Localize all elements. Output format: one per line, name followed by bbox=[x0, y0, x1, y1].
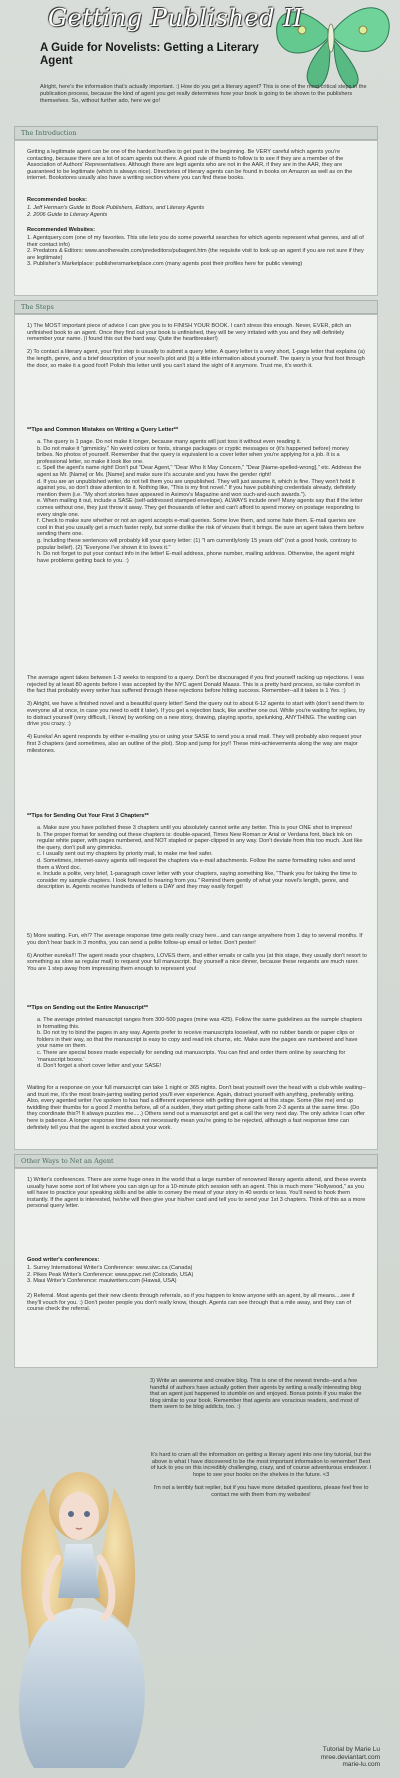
other-text-1: 1) Writer's conferences. There are some huge ones in the world that a large number of renowned literary agents attend, and these events usually have some sort of list where you can sign up for a 10-minute pitch session with an agent. This is much more "Hollywood," as you will have to practice your speaking skills and be able to convey the meat of your story in 40 words or less. You'll need to hook them instantly. If the agent is interested, he/she will then give your his/her card and tell you to send your 1st 3 chapters. Think of this as a more personal query letter. bbox=[27, 1177, 367, 1210]
tutorial-credit: Tutorial by Marie Lu mree.deviantart.com marie-lu.com bbox=[320, 1746, 380, 1768]
steps-text-1: 1) The MOST important piece of advice I can give you is to FINISH YOUR BOOK. I can't stress this enough. Never, EVER, pitch an unfinished book to an agent. Once they find out your book is unfinished, they will be very irritated with you and they will definitely remember your name. (I found this out the hard way. Quite the heartbreaker!) 2) To contact a literary agent, your first step is usually to submit a query letter. A query letter is a very short, 1-page letter that explains (a) the length, genre, and a brief description of your novel's plot and (b) a little information about yourself. The query is your first foot through the door, so make it a good foot!! Polish this letter until you can't stand the sight of it anymore. Trust me, it's worth it. bbox=[27, 323, 365, 369]
tips-manuscript-heading: **Tips on Sending out the Entire Manuscript** bbox=[27, 1005, 149, 1011]
conferences-list: 1. Surrey International Writer's Conference: www.siwc.ca (Canada) 2. Pikes Peak Writer's Conference: www.ppwc.net (Colorado, USA) 3. Maui Writer's Conference: mauiwriters.com (Hawaii, USA) bbox=[27, 1265, 194, 1285]
page-subtitle: A Guide for Novelists: Getting a Literary Agent bbox=[40, 42, 259, 67]
steps-text-3: 5) More waiting. Fun, eh!? The average response time gets really crazy here...and can range anywhere from 1 day to several months. If you don't hear back in 3 months, you can send a polite follow-up email or letter. Don't pester! 6) Another eureka!!! The agent reads your chapters, LOVES them, and either emails or calls you (at this stage, they usually don't resort to something as slow as regular mail) to request your full manuscript. Buy yourself a nice dinner, because these requests are much rarer. You are 1 step away from impressing them enough to represent you! bbox=[27, 933, 367, 972]
recommended-books-list: 1. Jeff Herman's Guide to Book Publishers, Editors, and Literary Agents 2. 2006 Guide to Literary Agents bbox=[27, 205, 205, 218]
tips-chapters-heading: **Tips for Sending Out Your First 3 Chapters** bbox=[27, 813, 149, 819]
other-text-2: 2) Referral. Most agents get their new clients through referrals, so if you happen to know anyone with an agent, by all means....see if they'll vouch for you. :) Don't pester people you don't really know, though. Agents can see through that a mile away, and they can of course check the referral. bbox=[27, 1293, 355, 1313]
doll-illustration bbox=[4, 1448, 154, 1774]
steps-text-4: Waiting for a response on your full manuscript can take 1 night or 365 nights. Don't beat yourself over the head with a club while waiting--and trust me, it's the most brain-jarring waiting period you'll ever experience. Again, distract yourself with anything, preferably writing. Also, every agented writer I've spoken to has had a different experience with getting their agent at this stage. Some (like me) end up twiddling their thumbs for a good 2 months before, all of a sudden, they start getting phone calls from 2-3 agents at the same time. (Do they coordinate this?! It always puzzles me.....) Others send out a manuscript and get a call the very next day. The only advice I can offer here is patience. A longer response time does not necessarily mean you're going to be rejected, although a fast response time can definitely tell you that the agent is excited about your work. bbox=[27, 1085, 366, 1131]
recommended-websites-list: 1. Agentquery.com (one of my favorites. This site lets you do some powerful searches for which agents represent what genres, and all of their contact info) 2. Predators & Editors: www.anotherealm.com/prededitors/pubagent.htm (the requisite visit to look up an agent if you are not sure if they are legitimate) 3. Publisher's Marketplace: publishersmarketplace.com (many agents post their profiles here for public viewing) bbox=[27, 235, 364, 268]
tips-chapters-list: a. Make sure you have polished these 3 chapters until you absolutely cannot write any better. This is your ONE shot to impress! b. The proper format for sending out these chapters is: double-spaced, Times New Roman or Arial or Verdana font, black ink on regular white paper, with pages numbered, and NOT stapled or paper-clipped in any way. Don't deviate from this too much. Just like the query, don't pull any gimmicks. c. I usually sent out my chapters by priority mail, to make me feel safer. d. Sometimes, internet-savvy agents will request the chapters via e-mail attachments. Follow the same formatting rules and send them a Word doc. e. Include a polite, very brief, 1-paragraph cover letter with your chapters, saying something like, "Thank you for taking the time to consider my sample chapters. I look forward to hearing from you." Remind them gently of what your novel's length, genre, and description is. Agents receive hundreds of letters a DAY and they may easily forget! bbox=[37, 825, 363, 891]
other-ways-panel bbox=[14, 1168, 378, 1368]
steps-panel bbox=[14, 314, 378, 1150]
section-header-other-ways: Other Ways to Net an Agent bbox=[14, 1154, 378, 1168]
steps-text-2: The average agent takes between 1-3 weeks to respond to a query. Don't be discouraged if you find yourself racking up rejections. I was rejected by at least 80 agents before I was accepted by the NYC agent Donald Maass. This is a pretty hard process, so take comfort in the fact that probably every writer has suffered through these rejections before hitting success. Remember--all it takes is 1 Yes. :) 3) Alright, we have a finished novel and a beautiful query letter! Send the query out to about 6-12 agents to start with (don't send them to everyone all at once, in case you need to edit it later). If you get a rejection back, like another one out. While you're waiting for replies, try to distract yourself (very difficult, I know) by working on a new story, drawing, playing sports, spelunking, ANYTHING. The waiting can drive you crazy. :) 4) Eureka! An agent responds by either e-mailing you or using your SASE to send you a snail mail. They will probably also request your first 3 chapters (and sometimes, also an outline of the plot). Stop and jump for joy!! These mini-achievements along the way are major milestones. bbox=[27, 675, 366, 754]
tips-query-heading: **Tips and Common Mistakes on Writing a Query Letter** bbox=[27, 427, 179, 433]
introduction-text: Getting a legitimate agent can be one of the hardest hurdles to get past in the beginning. Be VERY careful which agents you're contacting, because there are a lot of scam agents out there. A good rule of thumb to follow is to see if they are a member of the Association of Authors' Representatives. Although there are legit agents who are not in the AAR, if they are in the AAR, they are guaranteed to be legitimate (which is always nice). Directories of literary agents can be found in books on Amazon as well as on the internet. Bookstores usually also have a writing section where you can find these books. bbox=[27, 149, 353, 182]
page-title: Getting Published II bbox=[48, 4, 304, 32]
recommended-books-heading: Recommended books: bbox=[27, 197, 87, 203]
section-header-introduction: The Introduction bbox=[14, 126, 378, 140]
outro-text: It's hard to cram all the information on getting a literary agent into one tiny tutorial, but the above is what I have discovered to be the most important information to remember! Best of luck to you on this incredibly challenging, crazy, and of course adventurous endeavor. I hope to see your books on the shelves in the future. <3 I'm not a terribly fast replier, but if you have more detailed questions, please feel free to contact me with them from my websites! bbox=[150, 1452, 372, 1498]
tips-query-list: a. The query is 1 page. Do not make it longer, because many agents will just toss it without even reading it. b. Do not make it "gimmicky." No weird colors or fonts, strange packages or cryptic messages or (it's happened before) money bribes. No photos of yourself. Remember that the query is equivalent to a cover letter when you're applying for a job. It is a professional letter, so make it look like one. c. Spell the agent's name right! Don't put "Dear Agent," "Dear Who It May Concern," "Dear [Name-spelled-wrong]," etc. Address the agent as Mr. [Name] or Ms. [Name] and make sure it's accurate and you have the gender right! d. If you are an unpublished writer, do not tell them you are unpublished. They will just assume it, which is fine. They won't hold it against you, so don't draw attention to it. Nothing like, "This is my first novel." If you have publishing credentials already, definitely mention them (i.e. "My short stories have appeared in Asimov's Magazine and won such-and-such awards."). e. When mailing it out, include a SASE (self-addressed stamped envelope). ALWAYS include one!! Many agents say that if the letter comes without one, they just throw it away. They get thousands of letter and can't afford to spend money on postage responding to every single one. f. Check to make sure whether or not an agent accepts e-mail queries. Some love them, and some hate them. E-mail queries are cool in that you usually get a much faster reply, but some dislike the risk of viruses that it brings. Be sure an agent takes them before sending them one. g. Including these sentences will probably kill your query letter: (1) "I am currently/only 15 years old" (not a good hook, contrary to popular belief). (2) "Everyone I've shown it to loves it." h. Do not forget to put your contact info in the letter! E-mail address, phone number, mailing address. Otherwise, the agent might have problems getting back to you. :) bbox=[37, 439, 364, 564]
tips-manuscript-list: a. The average printed manuscript ranges from 300-500 pages (mine was 425). Follow the same guidelines as the sample chapters in formatting this. b. Do not try to bind the pages in any way. Agents prefer to receive manuscripts looseleaf, with no rubber bands or paper clips or folders in their way, so that the manuscript is easy to copy and read ink churns, etc. Make sure the pages are numbered and have your name on them. c. There are special boxes made especially for sending out manuscripts. You can find and order them online by searching for 'manuscript boxes.' d. Don't forget a short cover letter and your SASE! bbox=[37, 1017, 363, 1070]
other-text-3: 3) Write an awesome and creative blog. This is one of the newest trends--and a few handful of authors have actually gotten their agents by writing a really interesting blog that an agent just happened to stumble on and enjoyed. Bonus points if you make the blog similar to your book. Remember that agents are voracious readers, and most of them seem to be blog addicts, too. :) bbox=[150, 1378, 362, 1411]
section-header-steps: The Steps bbox=[14, 300, 378, 314]
conferences-heading: Good writer's conferences: bbox=[27, 1257, 100, 1263]
introduction-panel bbox=[14, 140, 378, 296]
recommended-websites-heading: Recommended Websites: bbox=[27, 227, 95, 233]
intro-paragraph: Alright, here's the information that's actually important. :) How do you get a literary agent? This is one of the most critical steps in the publication process, because the kind of agent you get really determines how your book is going to be shown to the publishers themselves. So, without further ado, here we go! bbox=[40, 84, 367, 104]
